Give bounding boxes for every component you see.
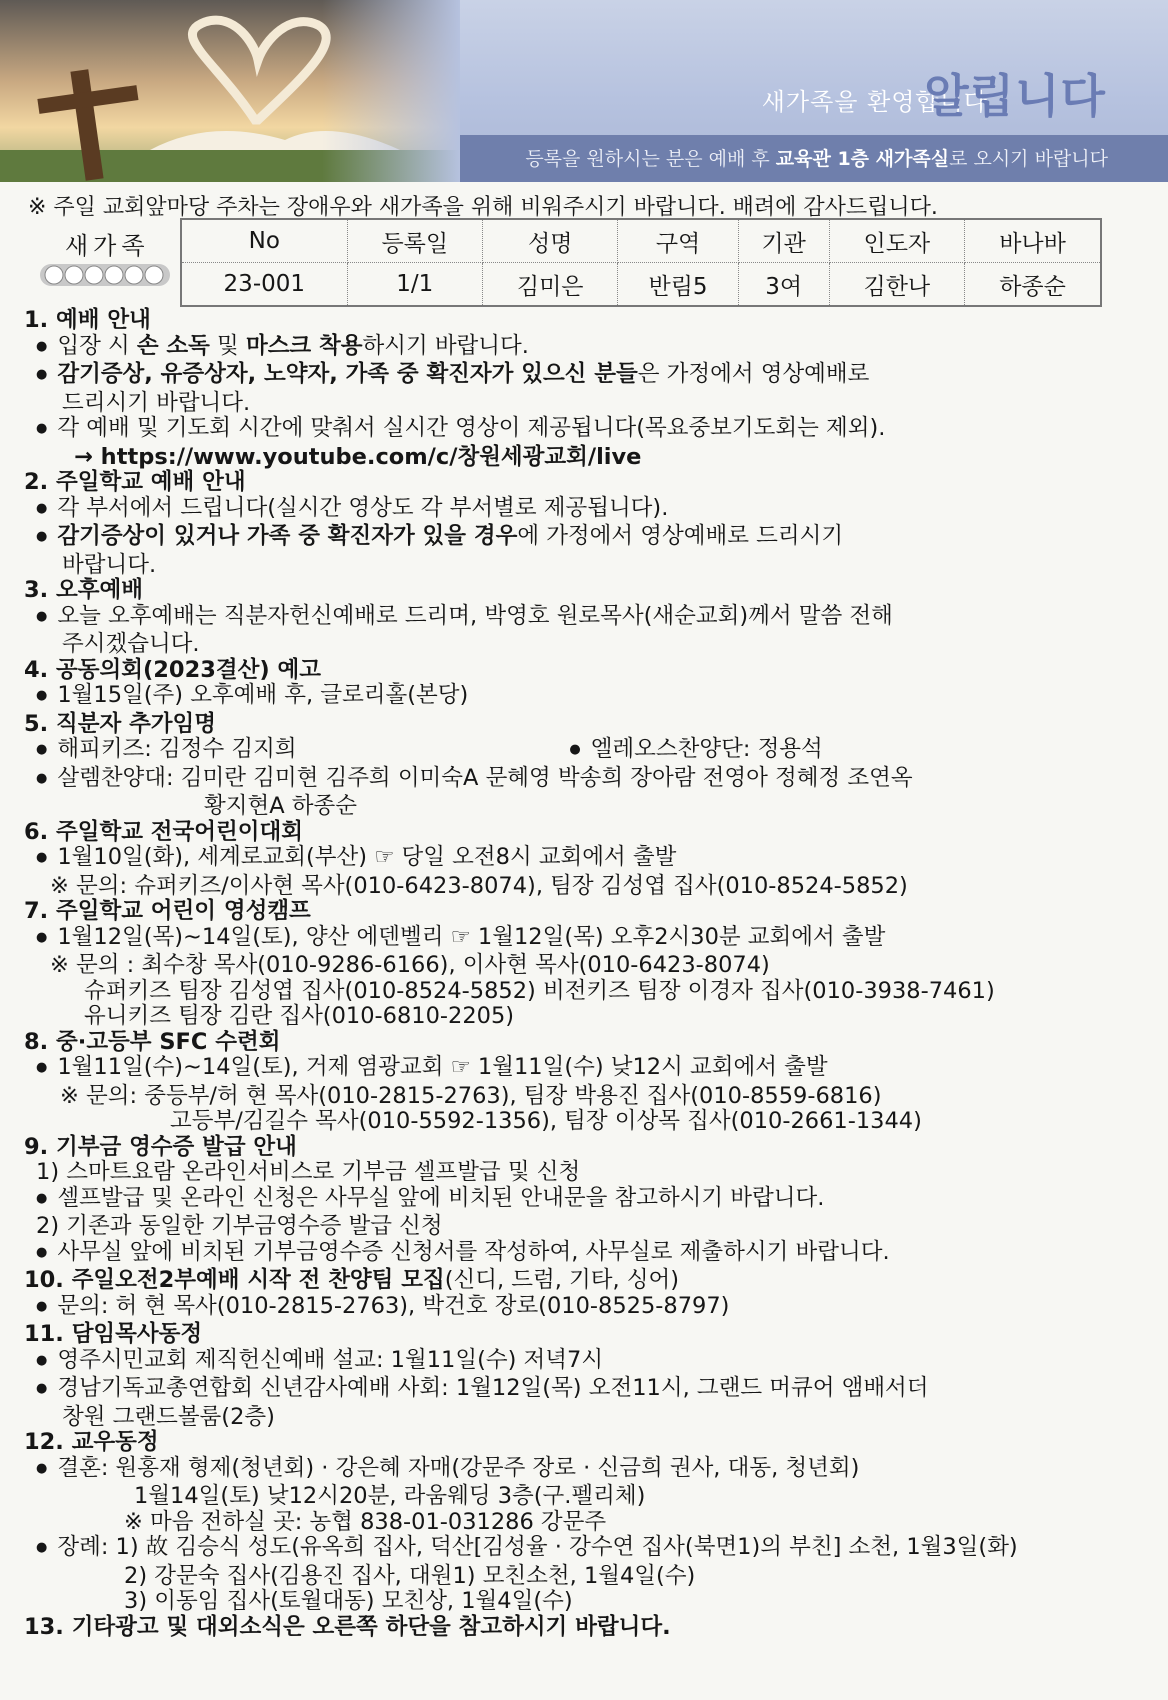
list-item: ● 결혼: 원홍재 형제(청년회) · 강은혜 자매(강문주 장로 · 신금희 권사, 대동, 청년회) bbox=[24, 1456, 1148, 1485]
header-banner bbox=[0, 0, 1168, 182]
table-header-cell: 성명 bbox=[483, 219, 618, 263]
list-item: ● 1월11일(수)~14일(토), 거제 염광교회 ☞ 1월11일(수) 낮12시 교회에서 출발 bbox=[24, 1055, 1148, 1084]
list-item: ● 문의: 허 현 목사(010-2815-2763), 박건호 장로(010-8525-8797) bbox=[24, 1294, 1148, 1323]
new-family-table bbox=[180, 218, 1102, 307]
notice-list bbox=[24, 308, 1148, 1640]
table-row bbox=[181, 263, 1101, 307]
section-title-pastor-news: 11. 담임목사동정 bbox=[24, 1321, 203, 1347]
table-header-row bbox=[181, 219, 1101, 263]
list-item-continuation: 황지현A 하종순 bbox=[204, 793, 357, 819]
new-family-label: 새가족 bbox=[65, 232, 150, 260]
table-header-cell: 구역 bbox=[618, 219, 738, 263]
table-header-cell: 기관 bbox=[738, 219, 829, 263]
table-cell: 3여 bbox=[738, 263, 829, 307]
list-item: ● 감기증상, 유증상자, 노약자, 가족 중 확진자가 있으신 분들은 가정에서 영상예배로 bbox=[24, 362, 1148, 391]
welcome-badge-icon bbox=[40, 263, 170, 287]
inquiry-note: ※ 문의: 슈퍼키즈/이사현 목사(010-6423-8074), 팀장 김성엽 집사(010-8524-5852) bbox=[50, 872, 908, 899]
section-title-sunday-school: 2. 주일학교 예배 안내 bbox=[24, 469, 246, 495]
inquiry-note-continuation: 유니키즈 팀장 김란 집사(010-6810-2205) bbox=[84, 1003, 515, 1029]
list-item: ● 오늘 오후예배는 직분자헌신예배로 드리며, 박영호 원로목사(새순교회)께서 말씀 전해 bbox=[24, 604, 1148, 633]
list-item: ● 각 예배 및 기도회 시간에 맞춰서 실시간 영상이 제공됩니다(목요중보기도회는 제외). bbox=[24, 416, 1148, 445]
table-cell: 반림5 bbox=[618, 263, 738, 307]
section-title-appointment: 5. 직분자 추가임명 bbox=[24, 710, 217, 737]
section-title-other: 13. 기타광고 및 대외소식은 오른쪽 하단을 참고하시기 바랍니다. bbox=[24, 1613, 671, 1640]
section-title-worship: 1. 예배 안내 bbox=[24, 307, 151, 333]
list-item: ● 1월12일(목)~14일(토), 양산 에덴벨리 ☞ 1월12일(목) 오후2시30분 교회에서 출발 bbox=[24, 925, 1148, 954]
list-item-continuation: 바랍니다. bbox=[62, 551, 157, 578]
table-cell: 1/1 bbox=[347, 263, 482, 307]
list-item: ● 1월10일(화), 세계로교회(부산) ☞ 당일 오전8시 교회에서 출발 bbox=[24, 845, 1148, 874]
list-item: ● 장례: 1) 故 김승식 성도(유옥희 집사, 덕산[김성율 · 강수연 집사(북면1)의 부친] 소천, 1월3일(화) bbox=[24, 1535, 1148, 1564]
parking-note: ※ 주일 교회앞마당 주차는 장애우와 새가족을 위해 비워주시기 바랍니다. 배려에 감사드립니다. bbox=[28, 195, 938, 220]
section-title-children-contest: 6. 주일학교 전국어린이대회 bbox=[24, 818, 303, 845]
list-item: ● 해피키즈: 김정수 김지희● 엘레오스찬양단: 정용석 bbox=[24, 737, 1148, 766]
table-header-cell: 인도자 bbox=[829, 219, 964, 263]
section-title-afternoon-worship: 3. 오후예배 bbox=[24, 577, 143, 603]
table-cell: 23-001 bbox=[181, 263, 347, 307]
youtube-link[interactable]: → https://www.youtube.com/c/창원세광교회/live bbox=[74, 443, 642, 470]
list-item-continuation: 1월14일(토) 낮12시20분, 라움웨딩 3층(구.펠리체) bbox=[134, 1483, 646, 1509]
list-item-continuation: 주시겠습니다. bbox=[62, 631, 200, 657]
inquiry-note: ※ 문의 : 최수창 목사(010-9286-6166), 이사현 목사(010-6423-8074) bbox=[50, 952, 770, 978]
inquiry-note-continuation: 슈퍼키즈 팀장 김성엽 집사(010-8524-5852) 비전키즈 팀장 이경자 집사(010-3938-7461) bbox=[84, 977, 995, 1004]
list-item: ● 1월15일(주) 오후예배 후, 글로리홀(본당) bbox=[24, 683, 1148, 712]
table-cell: 김한나 bbox=[829, 263, 964, 307]
list-item: ● 감기증상이 있거나 가족 중 확진자가 있을 경우에 가정에서 영상예배로 드리시기 bbox=[24, 524, 1148, 553]
table-header-cell: 바나바 bbox=[965, 219, 1101, 263]
table-header-cell: No bbox=[181, 219, 347, 263]
welcome-text: 새가족을 환영합니다 bbox=[761, 88, 988, 116]
table-cell: 하종순 bbox=[965, 263, 1101, 307]
list-item: ● 살렘찬양대: 김미란 김미현 김주희 이미숙A 문혜영 박송희 장아람 전영아 정혜정 조연옥 bbox=[24, 766, 1148, 795]
section-title-member-news: 12. 교우동정 bbox=[24, 1429, 159, 1455]
page-title: 알립니다 bbox=[924, 69, 1106, 123]
list-item: ● 경남기독교총연합회 신년감사예배 사회: 1월12일(목) 오전11시, 그랜드 머큐어 앰배서더 bbox=[24, 1376, 1148, 1405]
section-title-donation-receipt: 9. 기부금 영수증 발급 안내 bbox=[24, 1133, 297, 1160]
list-item-continuation: 창원 그랜드볼룸(2층) bbox=[62, 1403, 275, 1430]
section-title-spiritual-camp: 7. 주일학교 어린이 영성캠프 bbox=[24, 898, 311, 924]
sub-item: 1) 스마트요람 온라인서비스로 기부금 셀프발급 및 신청 bbox=[36, 1159, 581, 1185]
cross-and-bible-photo bbox=[0, 0, 460, 182]
table-header-cell: 등록일 bbox=[347, 219, 482, 263]
donation-account-note: ※ 마음 전하실 곳: 농협 838-01-031286 강문주 bbox=[124, 1508, 607, 1535]
section-title-joint-meeting: 4. 공동의회(2023결산) 예고 bbox=[24, 656, 321, 683]
list-item: ● 입장 시 손 소독 및 마스크 착용하시기 바랍니다. bbox=[24, 334, 1148, 363]
sub-item: 2) 기존과 동일한 기부금영수증 발급 신청 bbox=[36, 1213, 443, 1239]
list-item: ● 셀프발급 및 온라인 신청은 사무실 앞에 비치된 안내문을 참고하시기 바랍니다. bbox=[24, 1186, 1148, 1215]
inquiry-note: ※ 문의: 중등부/허 현 목사(010-2815-2763), 팀장 박용진 집사(010-8559-6816) bbox=[60, 1082, 882, 1109]
table-cell: 김미은 bbox=[483, 263, 618, 307]
register-note: 등록을 원하시는 분은 예배 후 교육관 1층 새가족실로 오시기 바랍니다 bbox=[525, 148, 1108, 170]
section-title-praise-team: 10. 주일오전2부예배 시작 전 찬양팀 모집(신디, 드럼, 기타, 싱어) bbox=[24, 1267, 680, 1293]
section-title-sfc-retreat: 8. 중·고등부 SFC 수련회 bbox=[24, 1028, 281, 1055]
list-item-continuation: 3) 이동임 집사(토월대동) 모친상, 1월4일(수) bbox=[124, 1588, 573, 1614]
list-item: ● 각 부서에서 드립니다(실시간 영상도 각 부서별로 제공됩니다). bbox=[24, 496, 1148, 525]
list-item: ● 영주시민교회 제직헌신예배 설교: 1월11일(수) 저녁7시 bbox=[24, 1348, 1148, 1377]
list-item-continuation: 드리시기 바랍니다. bbox=[62, 389, 251, 416]
list-item-continuation: 2) 강문숙 집사(김용진 집사, 대원1) 모친소천, 1월4일(수) bbox=[124, 1562, 696, 1589]
inquiry-note-continuation: 고등부/김길수 목사(010-5592-1356), 팀장 이상목 집사(010-2661-1344) bbox=[170, 1108, 922, 1134]
list-item: ● 사무실 앞에 비치된 기부금영수증 신청서를 작성하여, 사무실로 제출하시기 바랍니다. bbox=[24, 1240, 1148, 1269]
